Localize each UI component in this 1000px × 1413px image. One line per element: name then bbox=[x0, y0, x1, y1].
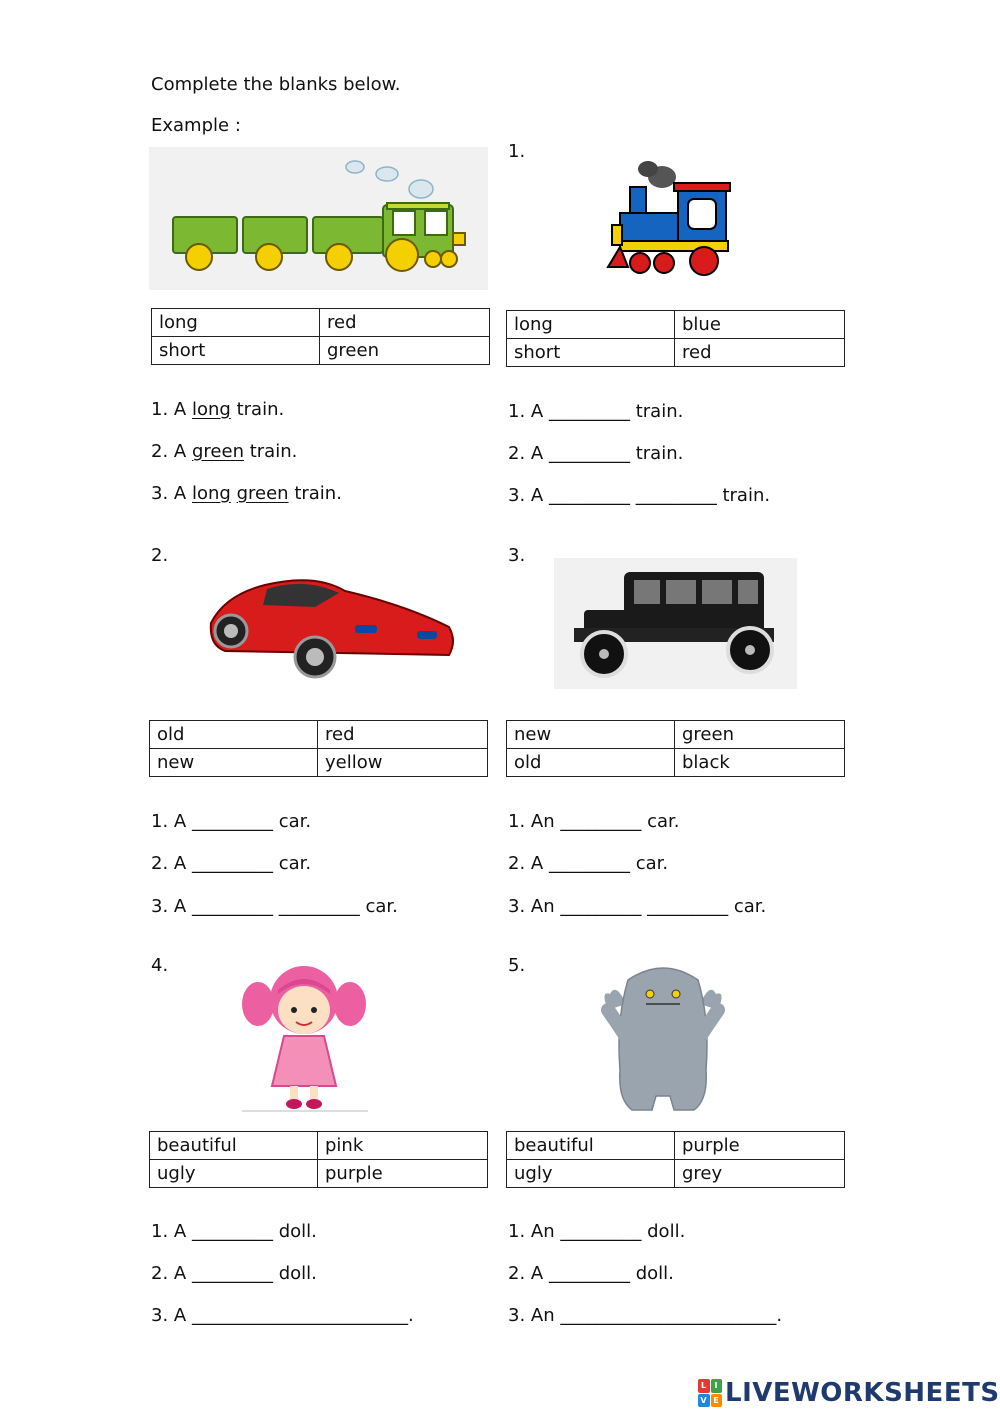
blank-field[interactable]: _________ bbox=[191, 853, 273, 874]
option-cell: beautiful bbox=[150, 1132, 318, 1160]
q4-options-table bbox=[149, 1131, 488, 1188]
red-car-image bbox=[205, 565, 460, 685]
blank-field[interactable]: _________ bbox=[191, 1221, 273, 1242]
question-number: 5. bbox=[508, 955, 526, 976]
logo-icon: L I V E bbox=[698, 1379, 722, 1407]
blank-field[interactable]: _________ bbox=[548, 443, 630, 464]
blank-field[interactable]: _________ bbox=[560, 1221, 642, 1242]
option-cell: black bbox=[675, 749, 845, 777]
q5-options-table bbox=[506, 1131, 845, 1188]
example-sentence: 3. A long green train. bbox=[151, 483, 342, 504]
fill-sentence: 1. An _________ doll. bbox=[508, 1221, 686, 1242]
question-number: 2. bbox=[151, 545, 169, 566]
blank-field[interactable]: _________ bbox=[191, 811, 273, 832]
blank-field[interactable]: ________________________ bbox=[560, 1305, 777, 1326]
option-cell: red bbox=[320, 309, 490, 337]
example-label: Example : bbox=[151, 115, 241, 136]
table-row bbox=[150, 721, 488, 749]
blank-field[interactable]: _________ _________ bbox=[191, 896, 360, 917]
option-cell: long bbox=[507, 311, 675, 339]
question-number: 3. bbox=[508, 545, 526, 566]
option-cell: green bbox=[675, 721, 845, 749]
table-row bbox=[507, 1132, 845, 1160]
grey-doll-image bbox=[598, 960, 728, 1118]
fill-sentence: 3. An ________________________. bbox=[508, 1305, 783, 1326]
answer-word: long bbox=[191, 483, 231, 504]
blue-train-image bbox=[600, 155, 736, 290]
blank-field[interactable]: _________ bbox=[548, 1263, 630, 1284]
question-number: 1. bbox=[508, 141, 526, 162]
option-cell: new bbox=[507, 721, 675, 749]
pink-doll-image bbox=[238, 960, 370, 1113]
option-cell: grey bbox=[675, 1160, 845, 1188]
table-row bbox=[152, 337, 490, 365]
blank-field[interactable]: _________ bbox=[548, 401, 630, 422]
table-row bbox=[150, 1160, 488, 1188]
option-cell: red bbox=[675, 339, 845, 367]
fill-sentence: 1. A _________ train. bbox=[508, 401, 684, 422]
blank-field[interactable]: _________ _________ bbox=[548, 485, 717, 506]
fill-sentence: 2. A _________ car. bbox=[508, 853, 669, 874]
table-row bbox=[507, 339, 845, 367]
table-row bbox=[507, 721, 845, 749]
blank-field[interactable]: _________ bbox=[191, 1263, 273, 1284]
q3-options-table bbox=[506, 720, 845, 777]
option-cell: purple bbox=[675, 1132, 845, 1160]
fill-sentence: 3. A ________________________. bbox=[151, 1305, 414, 1326]
table-row bbox=[152, 309, 490, 337]
option-cell: long bbox=[152, 309, 320, 337]
table-row bbox=[507, 749, 845, 777]
option-cell: beautiful bbox=[507, 1132, 675, 1160]
option-cell: old bbox=[150, 721, 318, 749]
blank-field[interactable]: ________________________ bbox=[191, 1305, 408, 1326]
fill-sentence: 1. A _________ doll. bbox=[151, 1221, 317, 1242]
option-cell: ugly bbox=[507, 1160, 675, 1188]
blank-field[interactable]: _________ bbox=[560, 811, 642, 832]
question-number: 4. bbox=[151, 955, 169, 976]
blank-field[interactable]: _________ _________ bbox=[560, 896, 729, 917]
example-sentence: 2. A green train. bbox=[151, 441, 298, 462]
option-cell: green bbox=[320, 337, 490, 365]
answer-word: green bbox=[236, 483, 289, 504]
table-row bbox=[150, 749, 488, 777]
option-cell: purple bbox=[318, 1160, 488, 1188]
table-row bbox=[150, 1132, 488, 1160]
option-cell: short bbox=[507, 339, 675, 367]
option-cell: yellow bbox=[318, 749, 488, 777]
liveworksheets-logo[interactable] bbox=[698, 1377, 1000, 1409]
fill-sentence: 1. A _________ car. bbox=[151, 811, 312, 832]
q1-options-table bbox=[506, 310, 845, 367]
fill-sentence: 2. A _________ doll. bbox=[508, 1263, 674, 1284]
table-row bbox=[507, 311, 845, 339]
green-train-image bbox=[149, 147, 488, 290]
option-cell: red bbox=[318, 721, 488, 749]
table-row bbox=[507, 1160, 845, 1188]
fill-sentence: 1. An _________ car. bbox=[508, 811, 680, 832]
brand-name: LIVEWORKSHEETS bbox=[725, 1378, 1000, 1408]
fill-sentence: 3. An _________ _________ car. bbox=[508, 896, 767, 917]
example-sentence: 1. A long train. bbox=[151, 399, 285, 420]
fill-sentence: 3. A _________ _________ car. bbox=[151, 896, 398, 917]
fill-sentence: 3. A _________ _________ train. bbox=[508, 485, 771, 506]
option-cell: new bbox=[150, 749, 318, 777]
option-cell: blue bbox=[675, 311, 845, 339]
option-cell: short bbox=[152, 337, 320, 365]
option-cell: old bbox=[507, 749, 675, 777]
fill-sentence: 2. A _________ train. bbox=[508, 443, 684, 464]
black-car-image bbox=[554, 558, 797, 689]
option-cell: ugly bbox=[150, 1160, 318, 1188]
blank-field[interactable]: _________ bbox=[548, 853, 630, 874]
option-cell: pink bbox=[318, 1132, 488, 1160]
answer-word: green bbox=[191, 441, 244, 462]
q2-options-table bbox=[149, 720, 488, 777]
fill-sentence: 2. A _________ doll. bbox=[151, 1263, 317, 1284]
example-options-table bbox=[151, 308, 490, 365]
fill-sentence: 2. A _________ car. bbox=[151, 853, 312, 874]
instructions: Complete the blanks below. bbox=[151, 74, 401, 95]
answer-word: long bbox=[191, 399, 231, 420]
